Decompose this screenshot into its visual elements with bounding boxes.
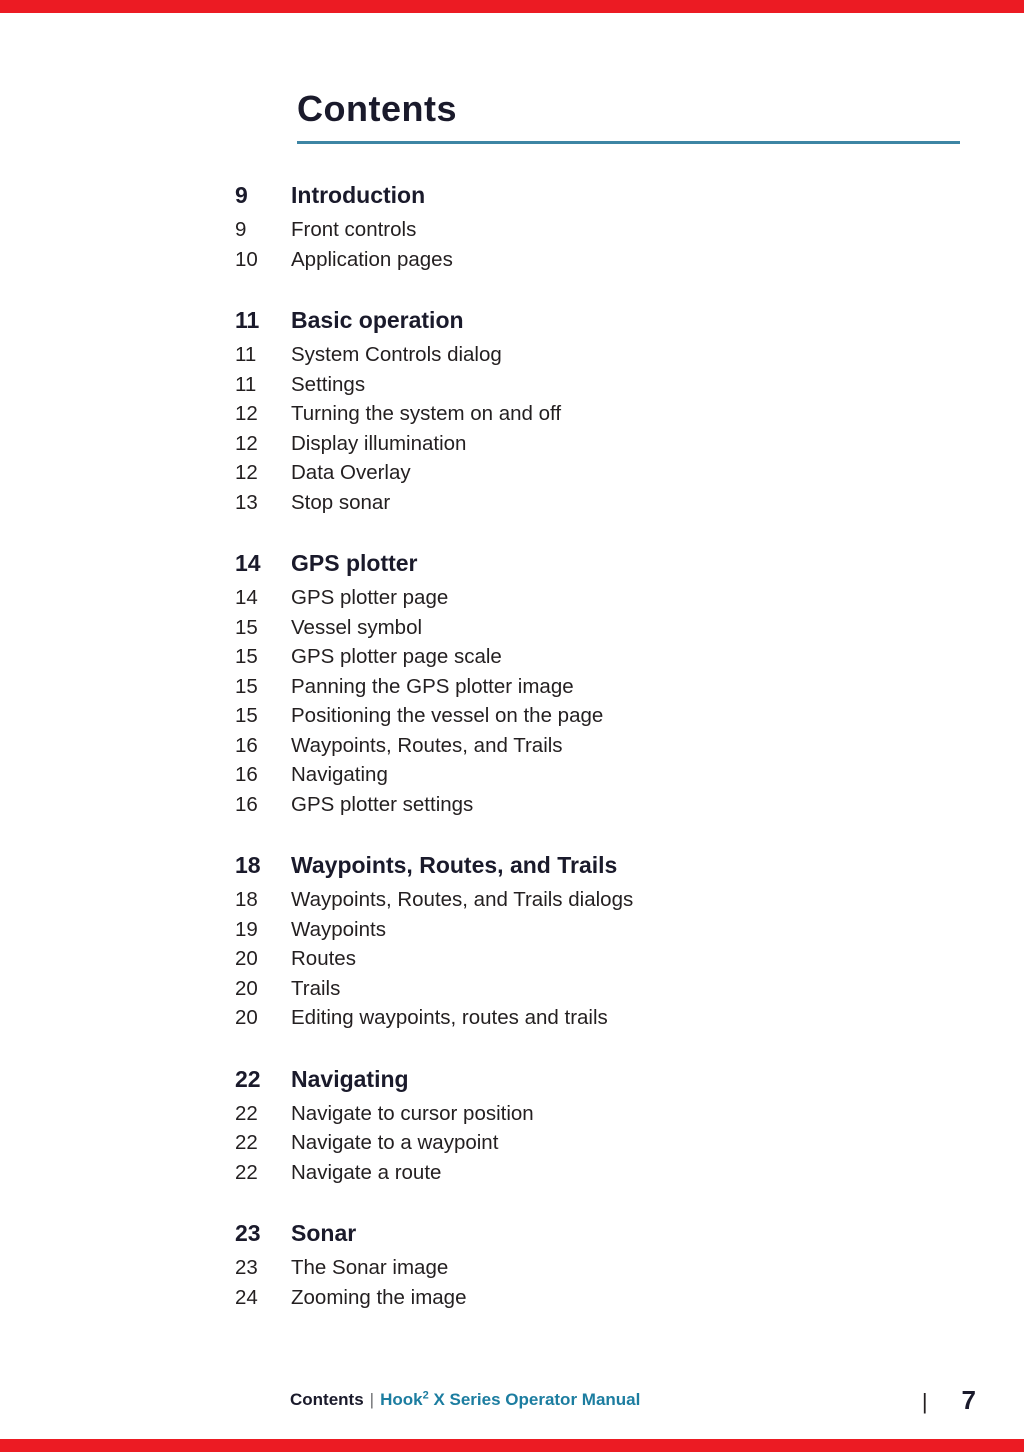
toc-section <box>235 850 955 1033</box>
toc-entry-label: Navigate a route <box>291 1160 442 1184</box>
toc-section-header <box>235 180 955 210</box>
toc-page-number: 23 <box>235 1220 261 1246</box>
toc-entry-label: System Controls dialog <box>291 343 502 366</box>
toc-page-number: 10 <box>235 247 258 271</box>
toc-page-number: 13 <box>235 490 258 514</box>
bottom-border-bar <box>0 1439 1024 1452</box>
toc-section <box>235 305 955 517</box>
toc-page-number: 15 <box>235 645 258 668</box>
toc-entry <box>235 701 955 731</box>
toc-entry <box>235 672 955 702</box>
toc-entry <box>235 458 955 488</box>
toc-page-number: 22 <box>235 1160 258 1184</box>
toc-section-header <box>235 1218 955 1248</box>
toc-page-number: 15 <box>235 704 258 727</box>
toc-section-header <box>235 305 955 335</box>
toc-entry-label: Zooming the image <box>291 1285 467 1309</box>
toc-entry <box>235 885 955 915</box>
toc-entry-label: Navigate to a waypoint <box>291 1131 499 1154</box>
toc-entry <box>235 245 955 275</box>
toc-entry-label: Stop sonar <box>291 490 391 514</box>
toc-page-number: 11 <box>235 343 257 366</box>
toc-entry <box>235 974 955 1004</box>
toc-entry <box>235 1003 955 1033</box>
footer-separator: | <box>369 1390 375 1409</box>
toc-entry <box>235 340 955 370</box>
toc-page-number: 15 <box>235 674 258 698</box>
toc-page-number: 22 <box>235 1065 261 1092</box>
toc-page-number: 16 <box>235 792 258 816</box>
toc-entry-label: Front controls <box>291 218 417 241</box>
toc-section-title: Navigating <box>291 1065 409 1092</box>
toc-entry-label: GPS plotter page <box>291 586 449 609</box>
page-title: Contents <box>297 88 457 129</box>
toc-entry <box>235 642 955 672</box>
toc-page-number: 16 <box>235 763 258 786</box>
toc-page-number: 22 <box>235 1131 258 1154</box>
toc-section-header <box>235 850 955 880</box>
toc-entry-label: Panning the GPS plotter image <box>291 674 574 698</box>
toc-entry <box>235 1128 955 1158</box>
toc-entry-label: Vessel symbol <box>291 615 423 639</box>
toc-entry <box>235 370 955 400</box>
toc-entry <box>235 215 955 245</box>
toc-page-number: 9 <box>235 218 247 241</box>
toc-section-title: Sonar <box>291 1220 357 1246</box>
toc-entry <box>235 1099 955 1129</box>
toc-entry <box>235 790 955 820</box>
toc-entry <box>235 760 955 790</box>
toc-page-number: 16 <box>235 733 258 757</box>
toc-entry <box>235 1158 955 1188</box>
title-underline <box>297 141 960 144</box>
toc-entry <box>235 429 955 459</box>
toc-page-number: 12 <box>235 431 258 455</box>
toc-page-number: 20 <box>235 947 258 970</box>
toc-page-number: 11 <box>235 372 257 396</box>
toc-entry <box>235 731 955 761</box>
toc-section-header <box>235 1064 955 1094</box>
toc-section <box>235 548 955 819</box>
toc-entry-label: Routes <box>291 947 356 970</box>
toc-section-title: Introduction <box>291 182 426 208</box>
toc-page-number: 22 <box>235 1101 258 1125</box>
toc-page-number: 11 <box>235 307 260 333</box>
footer-page-indicator <box>922 1385 976 1416</box>
toc-page-number: 23 <box>235 1256 258 1279</box>
toc-page-number: 24 <box>235 1285 258 1309</box>
toc-page-number: 20 <box>235 976 258 1000</box>
toc-entry-label: Waypoints, Routes, and Trails dialogs <box>291 888 634 911</box>
toc-section-title: GPS plotter <box>291 550 418 576</box>
toc-section <box>235 180 955 274</box>
toc-entry-label: Positioning the vessel on the page <box>291 704 604 727</box>
toc-entry-label: Application pages <box>291 247 453 271</box>
toc-section <box>235 1218 955 1312</box>
toc-page-number: 18 <box>235 852 261 878</box>
toc-entry-label: GPS plotter settings <box>291 792 474 816</box>
toc-entry <box>235 1283 955 1313</box>
toc-entry-label: Navigating <box>291 763 388 786</box>
top-border-bar <box>0 0 1024 13</box>
toc-section <box>235 1064 955 1188</box>
toc-entry-label: Waypoints <box>291 917 386 941</box>
toc <box>235 180 955 1343</box>
toc-section-header <box>235 548 955 578</box>
toc-entry <box>235 613 955 643</box>
toc-entry-label: Editing waypoints, routes and trails <box>291 1006 608 1029</box>
toc-page-number: 14 <box>235 550 261 576</box>
toc-entry <box>235 1253 955 1283</box>
toc-entry <box>235 915 955 945</box>
toc-entry-label: Trails <box>291 976 341 1000</box>
toc-entry <box>235 944 955 974</box>
toc-entry <box>235 583 955 613</box>
footer-manual-title: Hook$^2$ X Series Operator Manual <box>380 1389 641 1409</box>
toc-page-number: 19 <box>235 917 258 941</box>
toc-page-number: 18 <box>235 888 258 911</box>
toc-entry <box>235 488 955 518</box>
footer-breadcrumb <box>290 1390 640 1410</box>
toc-section-title: Basic operation <box>291 307 464 333</box>
footer-page-separator: | <box>921 1389 928 1414</box>
toc-page-number: 12 <box>235 402 258 425</box>
toc-page-number: 15 <box>235 615 258 639</box>
toc-section-title: Waypoints, Routes, and Trails <box>291 852 618 878</box>
toc-entry-label: Waypoints, Routes, and Trails <box>291 733 563 757</box>
toc-entry-label: Display illumination <box>291 431 467 455</box>
toc-page-number: 14 <box>235 586 258 609</box>
toc-entry-label: Navigate to cursor position <box>291 1101 534 1125</box>
toc-page-number: 12 <box>235 461 258 484</box>
footer-section-label: Contents <box>290 1390 364 1409</box>
toc-entry <box>235 399 955 429</box>
toc-entry-label: GPS plotter page scale <box>291 645 502 668</box>
toc-entry-label: Data Overlay <box>291 461 411 484</box>
toc-entry-label: The Sonar image <box>291 1256 449 1279</box>
toc-entry-label: Settings <box>291 372 366 396</box>
footer-page-number: 7 <box>961 1385 976 1415</box>
toc-page-number: 9 <box>235 182 248 208</box>
toc-entry-label: Turning the system on and off <box>291 402 562 425</box>
toc-page-number: 20 <box>235 1006 258 1029</box>
